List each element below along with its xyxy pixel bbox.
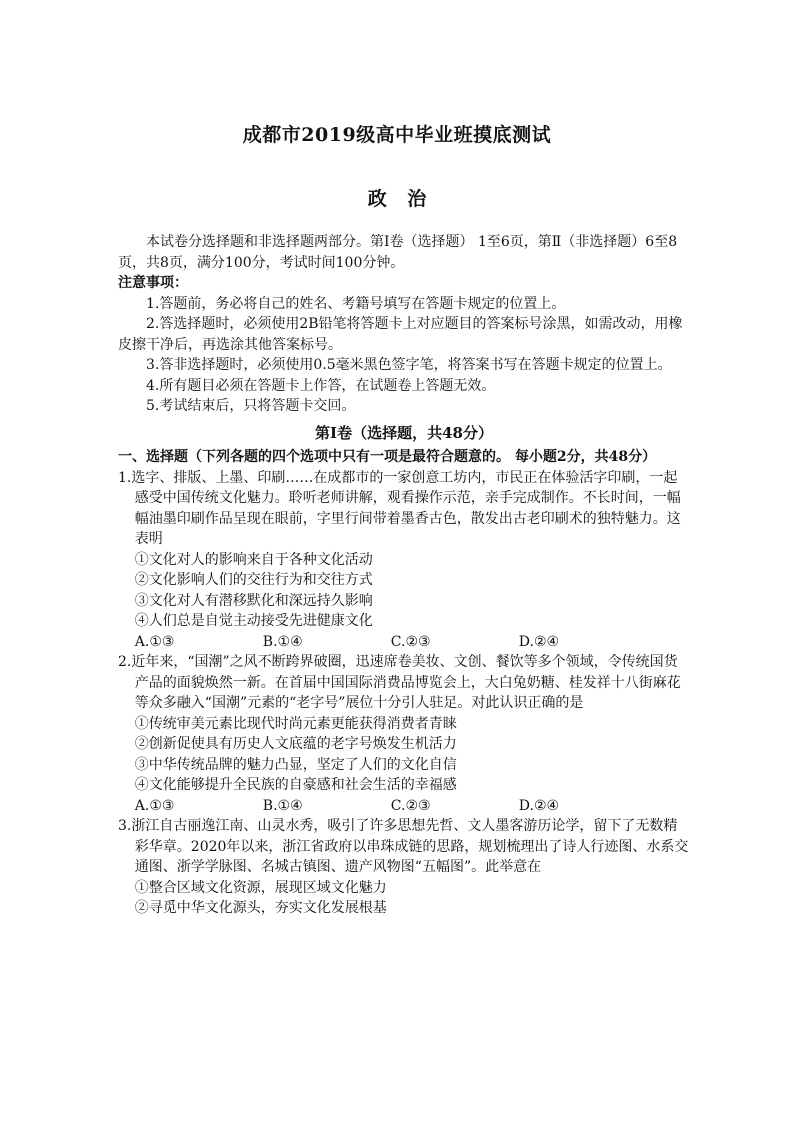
question-option: ①整合区域文化资源，展现区域文化魅力 bbox=[134, 879, 387, 896]
question-3 bbox=[118, 816, 690, 919]
answer-choices bbox=[118, 632, 690, 653]
notice-title: 注意事项： bbox=[118, 275, 188, 291]
question-stem: 1.选字、排版、上墨、印刷……在成都市的一家创意工坊内，市民正在体验活字印刷，一起感受中国传统文化魅力。聆听老师讲解，观看操作示范，亲手完成制作。不长时间，一幅幅油墨印刷作品呈现在眼前，字里行间带着墨香古色，散发出古老印刷术的独特魅力。这表明 bbox=[118, 469, 681, 547]
question-stem: 3.浙江自古丽逸江南、山灵水秀，吸引了许多思想先哲、文人墨客游历论学，留下了无数精彩华章。2020年以来，浙江省政府以串珠成链的思路，规划梳理出了诗人行迹图、水系交通图、浙学学脉图、名城古镇图、遗产风物图“五幅图”。此举意在 bbox=[118, 818, 689, 875]
notice-item: 3.答非选择题时，必须使用0.5毫米黑色签字笔，将答案书写在答题卡规定的位置上。 bbox=[146, 357, 672, 373]
page-title: 成都市2019级高中毕业班摸底测试 bbox=[242, 124, 552, 146]
question-1 bbox=[118, 468, 690, 653]
question-option: ②文化影响人们的交往行为和交往方式 bbox=[134, 572, 373, 588]
choice-d: D.②④ bbox=[518, 797, 560, 814]
question-option: ②创新促使具有历史人文底蕴的老字号焕发生机活力 bbox=[134, 736, 457, 752]
notice-item: 2.答选择题时，必须使用2B铅笔将答题卡上对应题目的答案标号涂黑，如需改动，用橡皮擦干净后，再选涂其他答案标号。 bbox=[118, 316, 683, 353]
question-2 bbox=[118, 652, 690, 816]
choice-c: C.②③ bbox=[390, 633, 431, 650]
notice-item: 4.所有题目必须在答题卡上作答，在试题卷上答题无效。 bbox=[146, 377, 496, 394]
subject-title: 政 治 bbox=[367, 188, 427, 210]
notice-item: 1.答题前，务必将自己的姓名、考籍号填写在答题卡规定的位置上。 bbox=[146, 295, 566, 312]
choice-b: B.①④ bbox=[262, 797, 303, 814]
choice-a: A.①③ bbox=[134, 797, 175, 814]
question-option: ②寻觅中华文化源头，夯实文化发展根基 bbox=[134, 900, 387, 916]
question-option: ④人们总是自觉主动接受先进健康文化 bbox=[134, 613, 373, 629]
exam-body bbox=[118, 232, 690, 919]
choice-c: C.②③ bbox=[390, 797, 431, 814]
question-option: ④文化能够提升全民族的自豪感和社会生活的幸福感 bbox=[134, 777, 457, 793]
part-title: 一、选择题（下列各题的四个选项中只有一项是最符合题意的。 每小题2分，共48分） bbox=[118, 449, 657, 465]
intro-paragraph: 本试卷分选择题和非选择题两部分。第Ⅰ卷（选择题） 1至6页，第Ⅱ（非选择题）6至8页，共8页，满分100分，考试时间100分钟。 bbox=[118, 234, 678, 271]
choice-d: D.②④ bbox=[518, 633, 560, 650]
answer-choices bbox=[118, 796, 690, 817]
choice-b: B.①④ bbox=[262, 633, 303, 650]
question-option: ①文化对人的影响来自于各种文化活动 bbox=[134, 551, 373, 568]
choice-a: A.①③ bbox=[134, 633, 175, 650]
question-option: ③中华传统品牌的魅力凸显，坚定了人们的文化自信 bbox=[134, 756, 457, 773]
question-stem: 2.近年来，“国潮”之风不断跨界破圈，迅速席卷美妆、文创、餐饮等多个领域，令传统国货产品的面貌焕然一新。在首届中国国际消费品博览会上，大白兔奶糖、桂发祥十八街麻花等众多融入“国潮”元素的“老字号”展位十分引人驻足。对此认识正确的是 bbox=[118, 654, 681, 711]
notice-item: 5.考试结束后，只将答题卡交回。 bbox=[146, 398, 356, 414]
question-option: ①传统审美元素比现代时尚元素更能获得消费者青睐 bbox=[134, 715, 457, 732]
question-option: ③文化对人有潜移默化和深远持久影响 bbox=[134, 592, 373, 609]
section-title: 第Ⅰ卷（选择题，共48分） bbox=[315, 423, 493, 442]
